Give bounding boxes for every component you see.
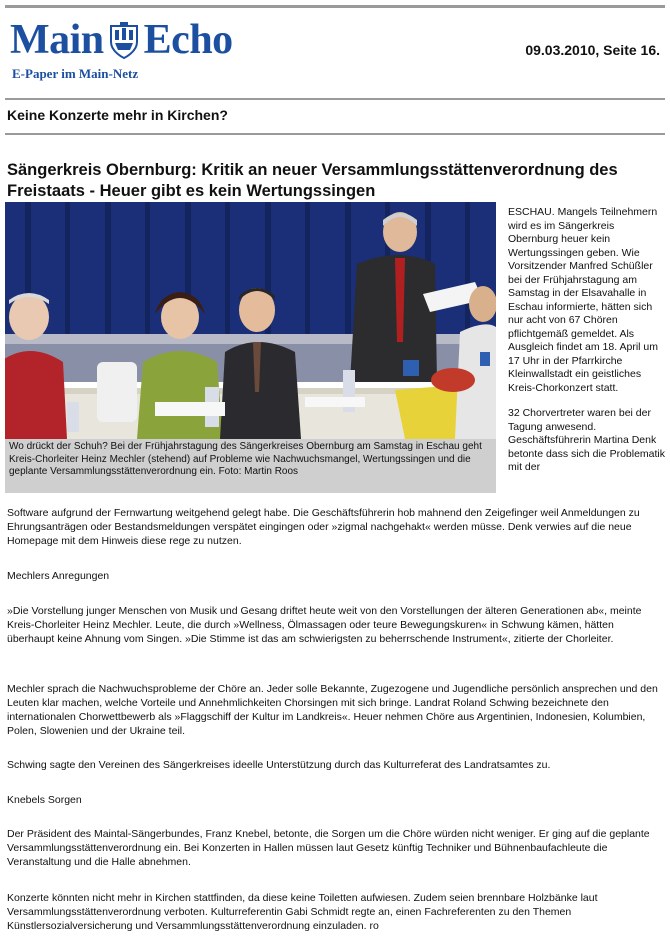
body-paragraph-last	[7, 891, 663, 933]
masthead-divider	[5, 98, 665, 100]
body-paragraph-quote	[7, 604, 663, 646]
paragraph-text: Der Präsident des Maintal-Sängerbundes, Franz Knebel, betonte, die Sorgen um die Chöre würden nicht weniger. Er ging auf die geplante Versammlungsstättenverordnung ein. Bei Konzerten in Hallen müssen laut Gesetz künftig Techniker und Bühnenbaufachleute die Veranstaltung und die Halle abnehmen.	[7, 828, 650, 868]
masthead	[10, 18, 660, 88]
body-paragraph-mechler	[7, 682, 663, 738]
article-photo	[5, 202, 496, 439]
kicker-divider	[5, 133, 665, 135]
article-headline: Sängerkreis Obernburg: Kritik an neuer Versammlungsstättenverordnung des Freistaats - Heuer gibt es kein Wertungssingen	[7, 161, 618, 200]
logo-word-main: Main	[10, 17, 104, 63]
body-paragraph-continued	[7, 506, 663, 548]
top-rule	[5, 5, 665, 8]
issue-date: 09.03.2010, Seite 16.	[525, 42, 660, 58]
side-paragraph-2: 32 Chorvertreter waren bei der Tagung anwesend. Geschäftsführerin Martina Denk betonte dass sich die Problematik mit der	[508, 407, 666, 473]
paragraph-text: Mechler sprach die Nachwuchsprobleme der Chöre an. Jeder solle Bekannte, Zugezogene und Jugendliche persönlich ansprechen und den Leuten klar machen, welche Vorteile und Annehmlichkeiten Chorsingen mit sich bringe. Landrat Roland Schwing bezeichnete den internationalen Chorwettbewerb als »Flaggschiff der Kultur im Landkreis«. Heuer nehmen Chöre aus Argentinien, Indonesien, Kolumbien, Polen, Slowenien und der Ukraine teil.	[7, 683, 658, 737]
body-paragraph-schwing	[7, 758, 663, 772]
tagline: E-Paper im Main-Netz	[12, 66, 139, 81]
article-kicker: Keine Konzerte mehr in Kirchen?	[7, 107, 228, 123]
paragraph-text: »Die Vorstellung junger Menschen von Musik und Gesang driftet heute weit von den Vorstellungen der älteren Generationen ab«, meinte Kreis-Chorleiter Heinz Mechler. Leute, die durch »Wellness, Ölmassagen oder teure Bewegungskuren« in Schwung kämen, hätten überhaupt keine Ahnung vom Singen. »Die Stimme ist das am schwierigsten zu beherrschende Instrument«, zitierte der Chorleiter.	[7, 605, 642, 645]
paragraph-text: Schwing sagte den Vereinen des Sängerkreises ideelle Unterstützung durch das Kulturreferat des Landratsamtes zu.	[7, 759, 551, 771]
body-paragraph-knebel	[7, 827, 663, 869]
intro-paragraph: ESCHAU. Mangels Teilnehmern wird es im Sängerkreis Obernburg heuer kein Wertungssingen geben. Wie Vorsitzender Manfred Schüßler bei der Frühjahrstagung am Samstag in der Elsavahalle in Eschau informierte, hätten sich nur acht von 67 Chören pflichtgemäß gemeldet. Als Ausgleich findet am 18. April um 17 Uhr in der Pfarrkirche Kleinwallstadt ein geistliches Kreis-Chorkonzert statt.	[508, 206, 658, 394]
coat-of-arms-icon	[108, 22, 140, 60]
subheading-knebels-sorgen: Knebels Sorgen	[7, 794, 82, 806]
logo-word-echo: Echo	[143, 17, 233, 63]
subheading-mechlers-anregungen: Mechlers Anregungen	[7, 570, 110, 582]
photo-caption: Wo drückt der Schuh? Bei der Frühjahrstagung des Sängerkreises Obernburg am Samstag in Eschau geht Kreis-Chorleiter Heinz Mechler (stehend) auf Probleme wie Nachwuchsmangel, Wertungssingen und die geplante Versammlungsstättenverordnung ein. Foto: Martin Roos	[5, 439, 496, 493]
side-column	[508, 206, 666, 487]
paragraph-text: Software aufgrund der Fernwartung weitgehend gelegt habe. Die Geschäftsführerin hob mahnend den Zeigefinger weil Anmeldungen zu Ehrungsanträgen oder Bestandsmeldungen verspätet eingingen oder »zigmal nachgehakt« werden müsse. Denk verwies auf die neue Homepage mit dem Hinweis diese rege zu nutzen.	[7, 507, 640, 547]
newspaper-logo[interactable]	[10, 18, 233, 62]
paragraph-text: Konzerte könnten nicht mehr in Kirchen stattfinden, da diese keine Toiletten aufwiesen. Zudem seien brennbare Holzbänke laut Versammlungsstättenverordnung verboten. Kulturreferentin Gabi Schmidt regte an, einen Fachreferenten zu den Themen Künstlersozialversicherung und Versammlungsstättenverordnung einzuladen. ro	[7, 892, 598, 932]
